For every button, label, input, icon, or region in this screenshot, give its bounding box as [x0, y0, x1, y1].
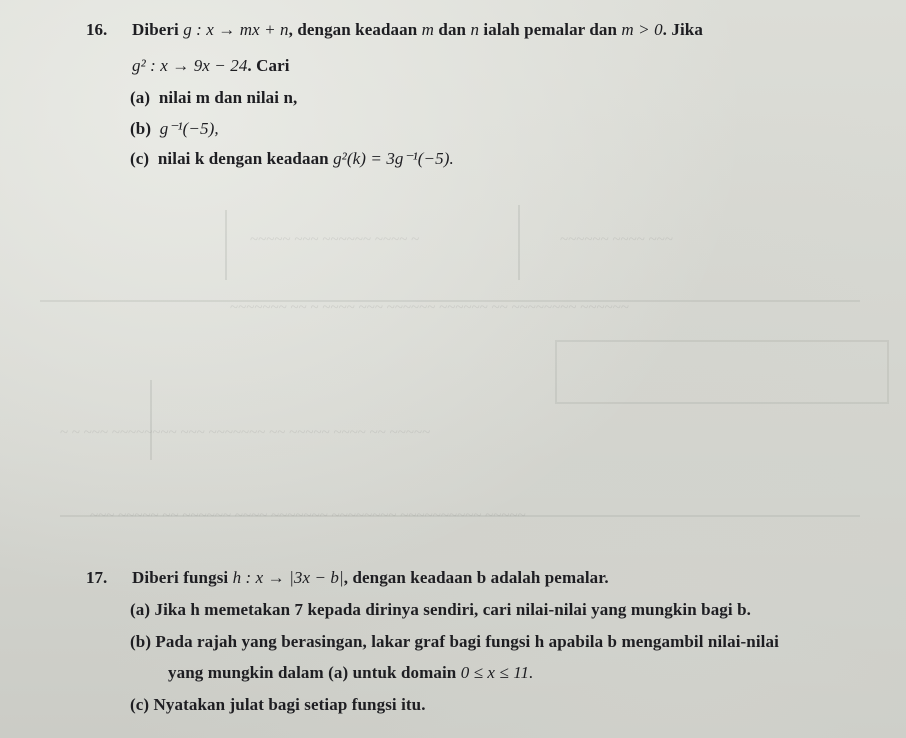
question-17-stem — [132, 568, 609, 588]
question-16-number: 16. — [86, 20, 108, 39]
bleed-through-mark — [518, 205, 520, 280]
stem-text: , dengan keadaan b adalah pemalar. — [343, 568, 609, 587]
bleed-through-mark — [555, 340, 889, 404]
question-16-part-a — [130, 88, 297, 108]
part-text: yang mungkin dalam (a) untuk domain — [168, 663, 461, 682]
bleed-through-text: ~~~~~ ~~~ ~~~~~~ ~~~~ ~ — [250, 232, 420, 248]
equation-g-squared-k: g²(k) = 3g⁻¹(−5). — [333, 149, 454, 168]
function-g-squared: g² : x → 9x − 24 — [132, 56, 248, 75]
stem-text: , dengan keadaan — [288, 20, 422, 39]
question-16-part-c — [130, 149, 454, 169]
domain-inequality: 0 ≤ x ≤ 11. — [460, 663, 534, 682]
bleed-through-text: ~~~~~~~ ~~ ~ ~~~~ ~~~ ~~~~~~ ~~~~~~ ~~ ~~~~~~~~ ~~~~~~ — [230, 300, 629, 316]
part-label: (a) — [130, 88, 151, 107]
variable-n: n — [470, 20, 480, 39]
question-17-part-b: (b) Pada rajah yang berasingan, lakar graf bagi fungsi h apabila b mengambil nilai-nilai — [130, 632, 779, 651]
stem-text: . Cari — [247, 56, 290, 75]
function-h-definition: h : x → |3x − b| — [232, 568, 344, 587]
part-label: (b) — [130, 119, 152, 138]
question-16-part-b — [130, 119, 219, 139]
stem-text: ialah pemalar dan — [479, 20, 622, 39]
bleed-through-text: ~ ~ ~~~ ~~~~~~~~ ~~~ ~~~~~~~ ~~ ~~~~~ ~~~~ ~~ ~~~~~ — [60, 425, 431, 441]
stem-text: . Jika — [662, 20, 703, 39]
question-17-part-c: (c) Nyatakan julat bagi setiap fungsi itu. — [130, 695, 426, 714]
inverse-g-expression: g⁻¹(−5), — [159, 119, 219, 138]
question-16-stem — [132, 20, 703, 40]
bleed-through-text: ~~~~~~ ~~~~ ~~~ — [560, 232, 673, 248]
part-label: (c) — [130, 149, 150, 168]
stem-text: Diberi — [132, 20, 184, 39]
question-16-given — [132, 56, 290, 76]
stem-text: Diberi fungsi — [132, 568, 233, 587]
bleed-through-mark — [225, 210, 227, 280]
question-17-number: 17. — [86, 568, 108, 587]
condition-m-positive: m > 0 — [621, 20, 663, 39]
question-17-part-b-continued — [168, 663, 534, 683]
part-text: nilai m dan nilai n, — [158, 88, 298, 107]
variable-m: m — [421, 20, 435, 39]
stem-text: dan — [434, 20, 471, 39]
question-17-part-a: (a) Jika h memetakan 7 kepada dirinya sendiri, cari nilai-nilai yang mungkin bagi b. — [130, 600, 751, 619]
bleed-through-text: ~~~ ~~~~~ ~~ ~~~~~~ ~~~~ ~~~~~~~ ~~~~~~~~ ~~~~~~~~~~ ~~~~~ — [90, 508, 526, 524]
part-text: nilai k dengan keadaan — [157, 149, 334, 168]
bleed-through-mark — [150, 380, 152, 460]
function-g-definition: g : x → mx + n — [183, 20, 289, 39]
